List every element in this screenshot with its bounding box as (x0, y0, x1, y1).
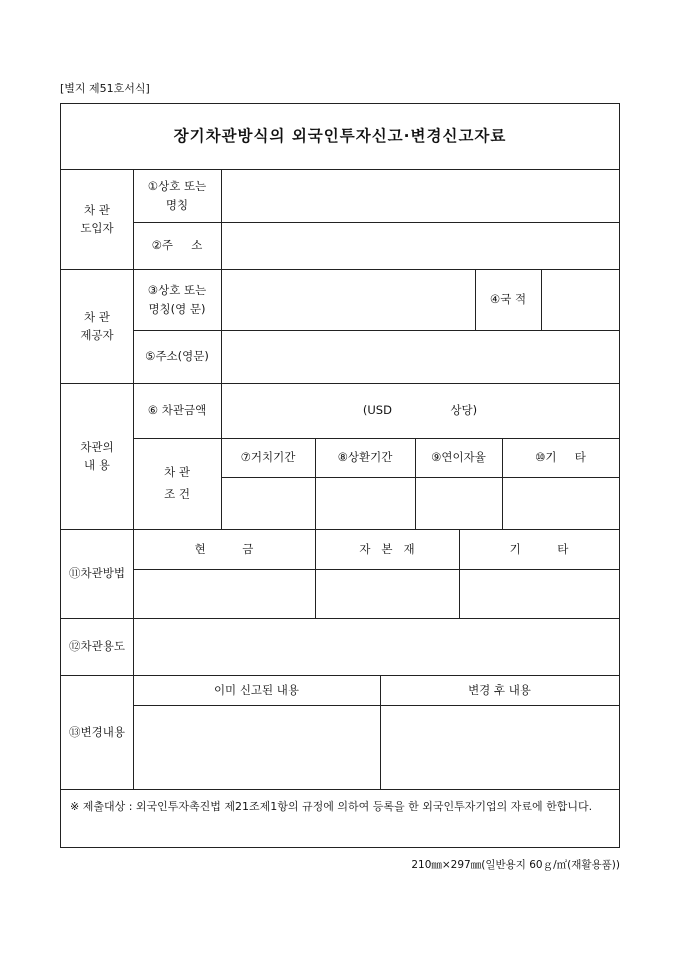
repayment-period-field[interactable] (316, 478, 414, 528)
borrower-address-field[interactable] (222, 223, 618, 268)
lender-name-field[interactable] (222, 270, 474, 329)
loan-amount-field[interactable]: (USD 상당) (362, 403, 478, 418)
lender-nationality-field[interactable] (542, 270, 618, 329)
method-other-header: 기 타 (509, 541, 569, 556)
loan-section-label: 차관의 내 용 (80, 439, 114, 472)
annual-interest-field[interactable] (416, 478, 501, 528)
loan-terms-label: 차 관 조 건 (164, 464, 190, 501)
borrower-name-field[interactable] (222, 170, 618, 221)
submission-notice: ※ 제출대상 : 외국인투자촉진법 제21조제1항의 규정에 의하여 등록을 한 외국인투자기업의 자료에 한합니다. (70, 800, 593, 813)
lender-section-label: 차 관 제공자 (80, 309, 114, 342)
lender-address-label: ⑤주소(영문) (145, 349, 209, 364)
loan-amount-label: ⑥ 차관금액 (147, 403, 207, 418)
lender-nationality-label: ④국 적 (489, 292, 527, 307)
lender-address-field[interactable] (222, 331, 618, 382)
change-after-field[interactable] (381, 706, 618, 788)
annual-interest-label: ⑨연이자율 (431, 450, 486, 465)
method-cash-field[interactable] (134, 570, 314, 617)
loan-method-label: ⑪차관방법 (69, 566, 125, 581)
change-before-header: 이미 신고된 내용 (213, 682, 300, 697)
method-cash-header: 현 금 (194, 541, 254, 556)
change-before-field[interactable] (134, 706, 379, 788)
method-capital-goods-header: 자 본 재 (359, 541, 415, 556)
repayment-period-label: ⑧상환기간 (337, 450, 393, 465)
borrower-name-label: ①상호 또는 명칭 (147, 179, 207, 212)
change-after-header: 변경 후 내용 (468, 682, 531, 697)
borrower-address-label: ②주 소 (151, 238, 203, 253)
change-content-label: ⑬변경내용 (69, 724, 125, 739)
form-caption: [별지 제51호서식] (60, 82, 150, 95)
lender-name-label: ③상호 또는 명칭(영 문) (147, 283, 207, 316)
loan-usage-label: ⑫차관용도 (69, 639, 125, 654)
terms-other-label: ⑩기 타 (535, 450, 586, 465)
borrower-section-label: 차 관 도입자 (80, 202, 114, 235)
grace-period-label: ⑦거치기간 (240, 450, 296, 465)
loan-usage-field[interactable] (134, 619, 618, 674)
method-other-field[interactable] (460, 570, 618, 617)
form-title: 장기차관방식의 외국인투자신고·변경신고자료 (173, 127, 507, 146)
grace-period-field[interactable] (222, 478, 314, 528)
paper-spec: 210㎜×297㎜(일반용지 60ｇ/㎡(재활용품)) (411, 859, 620, 871)
form-sheet (60, 103, 620, 848)
terms-other-field[interactable] (503, 478, 618, 528)
method-capital-goods-field[interactable] (316, 570, 458, 617)
